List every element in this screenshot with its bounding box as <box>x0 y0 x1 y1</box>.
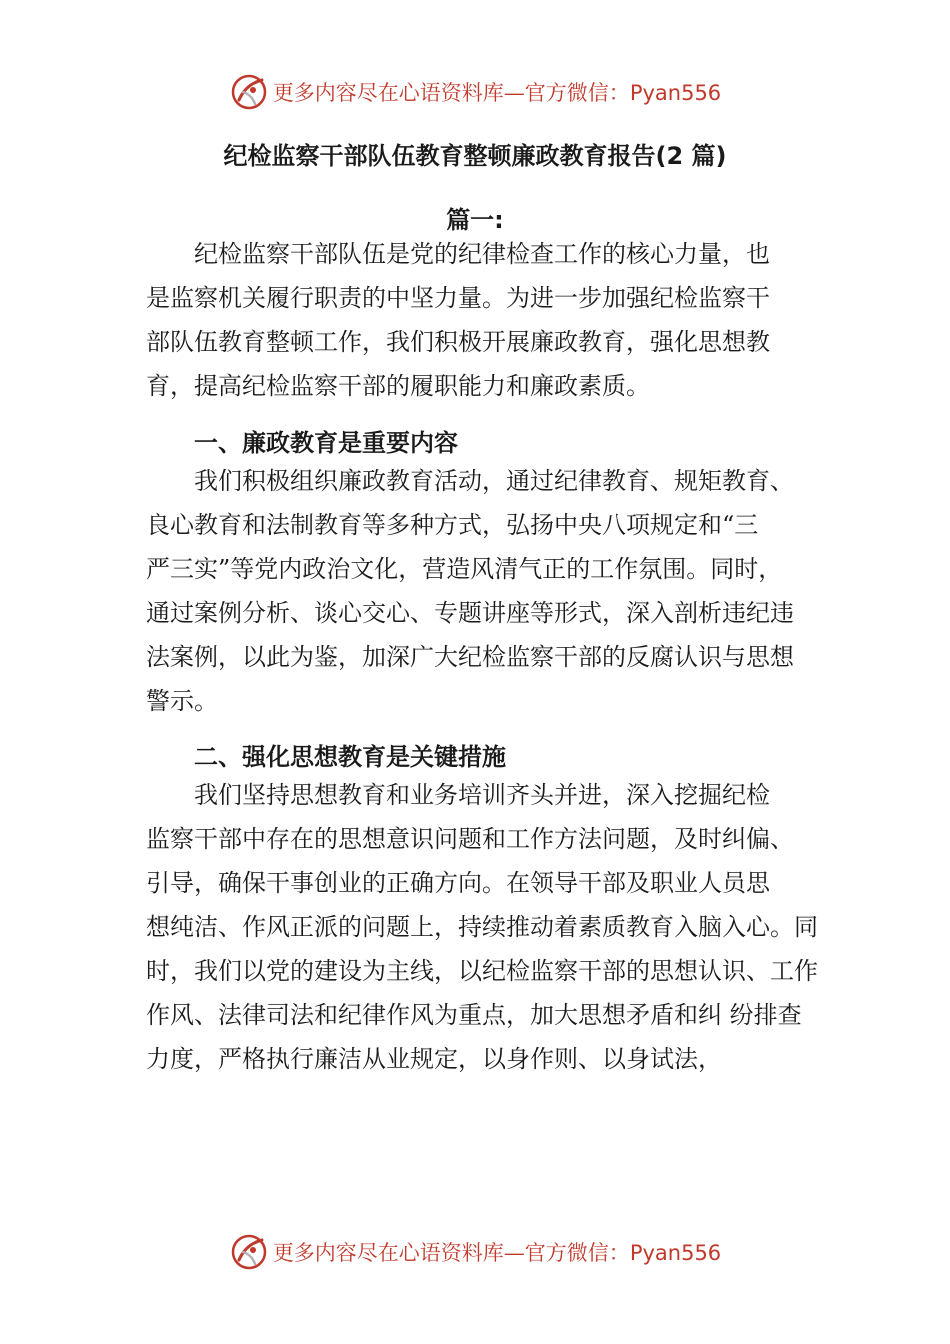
text-line: 通过案例分析、谈心交心、专题讲座等形式，深入剖析违纪违 <box>146 599 794 627</box>
text-line: 是监察机关履行职责的中坚力量。为进一步加强纪检监察干 <box>146 284 770 312</box>
text-line: 监察干部中存在的思想意识问题和工作方法问题，及时纠偏、 <box>146 825 794 853</box>
text-line: 我们坚持思想教育和业务培训齐头并进，深入挖掘纪检 <box>146 781 770 809</box>
section-heading-2: 二、强化思想教育是关键措施 <box>194 743 506 771</box>
text-line: 严三实”等党内政治文化，营造风清气正的工作氛围。同时， <box>146 555 783 583</box>
document-title: 纪检监察干部队伍教育整顿廉政教育报告(2 篇) <box>223 142 727 170</box>
text-line: 力度，严格执行廉洁从业规定，以身作则、以身试法， <box>146 1045 722 1073</box>
text-line: 法案例，以此为鉴，加深广大纪检监察干部的反腐认识与思想 <box>146 643 794 671</box>
text-line: 引导，确保干事创业的正确方向。在领导干部及职业人员思 <box>146 869 770 897</box>
text-line: 纪检监察干部队伍是党的纪律检查工作的核心力量，也 <box>146 240 770 268</box>
section-heading-1: 一、廉政教育是重要内容 <box>194 429 458 457</box>
section-2-paragraph <box>146 773 836 1081</box>
header-banner <box>0 70 950 114</box>
banner-text: 更多内容尽在心语资料库—官方微信：Pyan556 <box>272 1241 722 1265</box>
intro-paragraph <box>146 232 836 408</box>
footer-banner <box>0 1230 950 1274</box>
text-line: 作风、法律司法和纪律作风为重点，加大思想矛盾和纠 纷排查 <box>146 1001 802 1029</box>
text-line: 想纯洁、作风正派的问题上，持续推动着素质教育入脑入心。同 <box>146 913 818 941</box>
text-line: 我们积极组织廉政教育活动，通过纪律教育、规矩教育、 <box>146 467 794 495</box>
brand-logo-icon <box>229 1232 269 1272</box>
text-line: 警示。 <box>146 687 218 715</box>
text-line: 部队伍教育整顿工作，我们积极开展廉政教育，强化思想教 <box>146 328 770 356</box>
brand-logo-icon <box>229 72 269 112</box>
text-line: 良心教育和法制教育等多种方式，弘扬中央八项规定和“三 <box>146 511 759 539</box>
banner-text: 更多内容尽在心语资料库—官方微信：Pyan556 <box>272 81 722 105</box>
text-line: 育，提高纪检监察干部的履职能力和廉政素质。 <box>146 372 650 400</box>
section-1-paragraph <box>146 459 836 723</box>
text-line: 时，我们以党的建设为主线，以纪检监察干部的思想认识、工作 <box>146 957 818 985</box>
part-label: 篇一: <box>446 206 504 234</box>
